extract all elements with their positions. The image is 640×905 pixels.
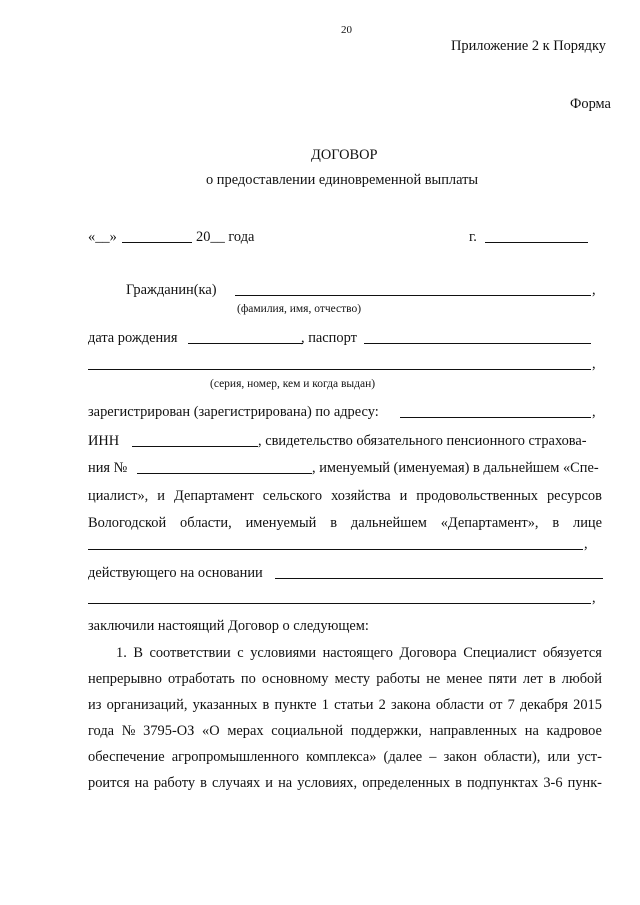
appendix-note: Приложение 2 к Порядку (451, 38, 606, 54)
caption-fio: (фамилия, имя, отчество) (237, 303, 362, 315)
registered-label: зарегистрирован (зарегистрирована) по адресу: (88, 404, 379, 420)
date-year: 20__ года (196, 229, 255, 245)
para1-line-3: из организаций, указанных в пункте 1 статьи 2 закона области от 7 декабря 2015 (88, 697, 602, 713)
comma: , (584, 536, 588, 552)
city-label: г. (469, 229, 477, 245)
birth-label: дата рождения (88, 330, 178, 346)
inn-label: ИНН (88, 433, 120, 449)
para1-line-2: непрерывно отработать по основному месту работы не менее пяти лет в любой (88, 671, 602, 687)
snils-no-label: ния № (88, 460, 128, 476)
page-number: 20 (341, 24, 352, 36)
snils-blank (137, 473, 312, 474)
line-region: Вологодской области, именуемый в дальнейшем «Департамент», в лице (88, 515, 602, 531)
para1-line-6: роится на работу в случаях и на условиях, определенных в подпунктах 3-6 пунк- (88, 775, 602, 791)
comma: , (592, 404, 596, 420)
address-blank (400, 417, 591, 418)
basis-blank (275, 578, 603, 579)
birth-date-blank (188, 343, 303, 344)
comma: , (592, 282, 596, 298)
form-label: Форма (570, 96, 611, 112)
representative-blank (88, 549, 583, 550)
city-blank (485, 242, 588, 243)
para1-line-1: 1. В соответствии с условиями настоящего Договора Специалист обязуется (116, 645, 602, 661)
citizen-name-blank (235, 295, 591, 296)
comma: , (592, 356, 596, 372)
passport-blank-2 (88, 369, 591, 370)
citizen-label: Гражданин(ка) (126, 282, 217, 298)
passport-label: , паспорт (301, 330, 357, 346)
snils-text-1: , свидетельство обязательного пенсионного страхова- (258, 433, 587, 449)
snils-text-2: , именуемый (именуемая) в дальнейшем «Спе- (312, 460, 599, 476)
comma: , (592, 590, 596, 606)
passport-blank (364, 343, 591, 344)
date-month-blank (122, 242, 192, 243)
caption-passport: (серия, номер, кем и когда выдан) (210, 378, 376, 390)
date-day: «__» (88, 229, 117, 245)
concluded-text: заключили настоящий Договор о следующем: (88, 618, 369, 634)
para1-line-4: года № 3795-ОЗ «О мерах социальной поддержки, направленных на кадровое (88, 723, 602, 739)
inn-blank (132, 446, 258, 447)
document-title: ДОГОВОР (311, 147, 378, 163)
basis-blank-2 (88, 603, 591, 604)
acting-label: действующего на основании (88, 565, 263, 581)
document-subtitle: о предоставлении единовременной выплаты (206, 172, 479, 188)
line-specialist: циалист», и Департамент сельского хозяйства и продовольственных ресурсов (88, 488, 602, 504)
para1-line-5: обеспечение агропромышленного комплекса» (далее – закон области), или уст- (88, 749, 602, 765)
